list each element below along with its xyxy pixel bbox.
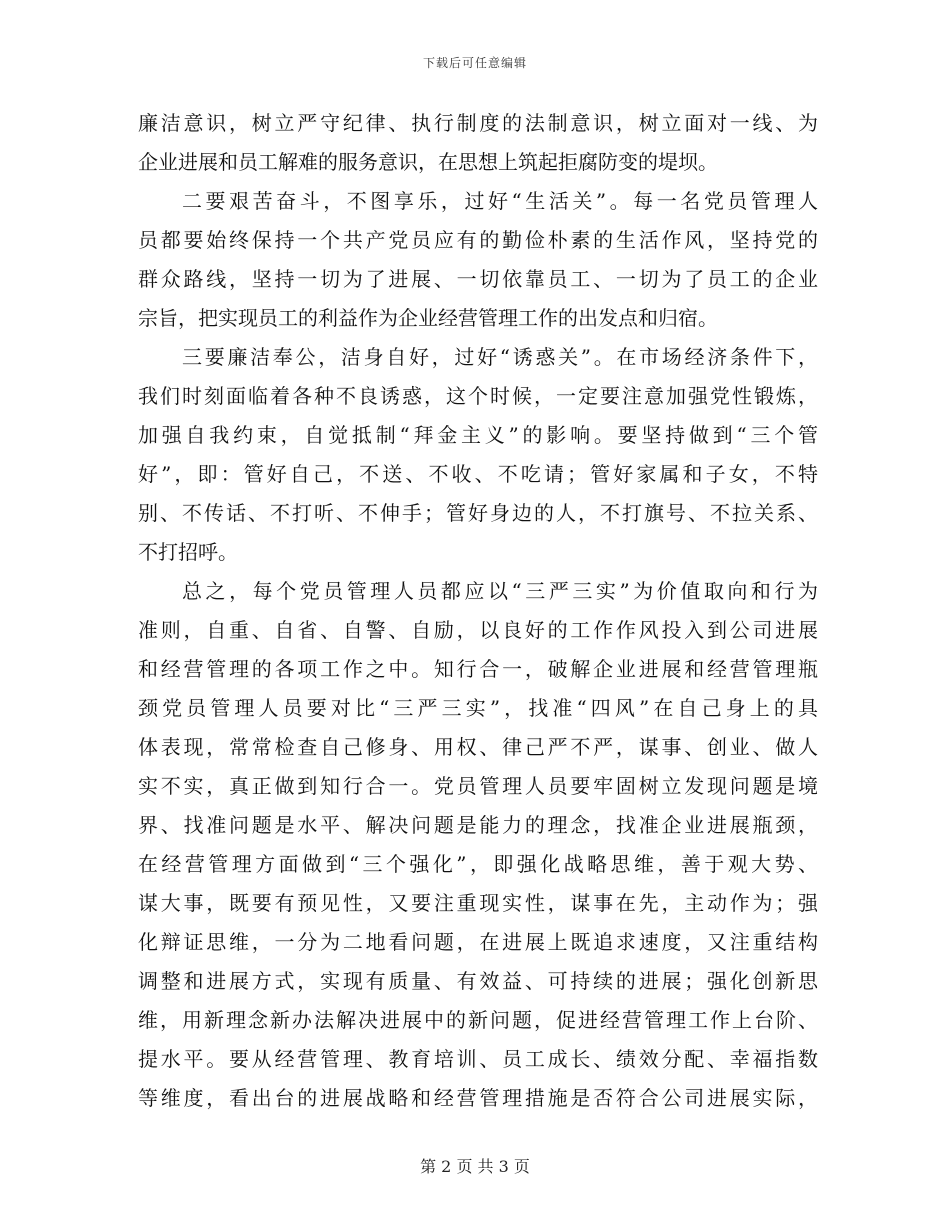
text-line: 总之，每个党员管理人员都应以“三严三实”为价值取向和行为 xyxy=(182,579,818,603)
text-line: 准则，自重、自省、自警、自励，以良好的工作作风投入到公司进展 xyxy=(138,618,818,642)
text-line: 等维度，看出台的进展战略和经营管理措施是否符合公司进展实际， xyxy=(138,1086,818,1110)
text-line: 好”，即：管好自己，不送、不收、不吃请；管好家属和子女，不特 xyxy=(138,462,818,486)
text-line: 化辩证思维，一分为二地看问题，在进展上既追求速度，又注重结构 xyxy=(138,930,818,954)
text-line: 调整和进展方式，实现有质量、有效益、可持续的进展；强化创新思 xyxy=(138,969,818,993)
text-line: 企业进展和员工解难的服务意识，在思想上筑起拒腐防变的堤坝。 xyxy=(138,150,718,174)
paragraph xyxy=(138,572,818,1118)
text-line: 实不实，真正做到知行合一。党员管理人员要牢固树立发现问题是境 xyxy=(138,774,818,798)
text-line: 和经营管理的各项工作之中。知行合一，破解企业进展和经营管理瓶 xyxy=(138,657,818,681)
text-line: 别、不传话、不打听、不伸手；管好身边的人，不打旗号、不拉关系、 xyxy=(138,501,818,525)
text-line: 不打招呼。 xyxy=(138,540,238,564)
paragraph xyxy=(138,338,818,572)
text-line: 宗旨，把实现员工的利益作为企业经营管理工作的出发点和归宿。 xyxy=(138,306,718,330)
document-body xyxy=(138,104,818,1118)
text-line: 提水平。要从经营管理、教育培训、员工成长、绩效分配、幸福指数 xyxy=(138,1047,818,1071)
text-line: 员都要始终保持一个共产党员应有的勤俭朴素的生活作风，坚持党的 xyxy=(138,228,818,252)
text-line: 三要廉洁奉公，洁身自好，过好“诱惑关”。在市场经济条件下， xyxy=(182,345,818,369)
page-number: 第 2 页 共 3 页 xyxy=(420,1157,530,1176)
text-line: 维，用新理念新办法解决进展中的新问题，促进经营管理工作上台阶、 xyxy=(138,1008,818,1032)
text-line: 体表现，常常检查自己修身、用权、律己严不严，谋事、创业、做人 xyxy=(138,735,818,759)
paragraph xyxy=(138,182,818,338)
text-line: 二要艰苦奋斗，不图享乐，过好“生活关”。每一名党员管理人 xyxy=(182,189,818,213)
text-line: 群众路线，坚持一切为了进展、一切依靠员工、一切为了员工的企业 xyxy=(138,267,818,291)
text-line: 颈党员管理人员要对比“三严三实”，找准“四风”在自己身上的具 xyxy=(138,696,818,720)
text-line: 谋大事，既要有预见性，又要注重现实性，谋事在先，主动作为；强 xyxy=(138,891,818,915)
page-header: 下载后可任意编辑 xyxy=(422,56,527,70)
paragraph xyxy=(138,104,818,182)
text-line: 加强自我约束，自觉抵制“拜金主义”的影响。要坚持做到“三个管 xyxy=(138,423,818,447)
text-line: 界、找准问题是水平、解决问题是能力的理念，找准企业进展瓶颈， xyxy=(138,813,818,837)
text-line: 我们时刻面临着各种不良诱惑，这个时候，一定要注意加强党性锻炼， xyxy=(138,384,818,408)
text-line: 在经营管理方面做到“三个强化”，即强化战略思维，善于观大势、 xyxy=(138,852,818,876)
text-line: 廉洁意识，树立严守纪律、执行制度的法制意识，树立面对一线、为 xyxy=(138,111,818,135)
